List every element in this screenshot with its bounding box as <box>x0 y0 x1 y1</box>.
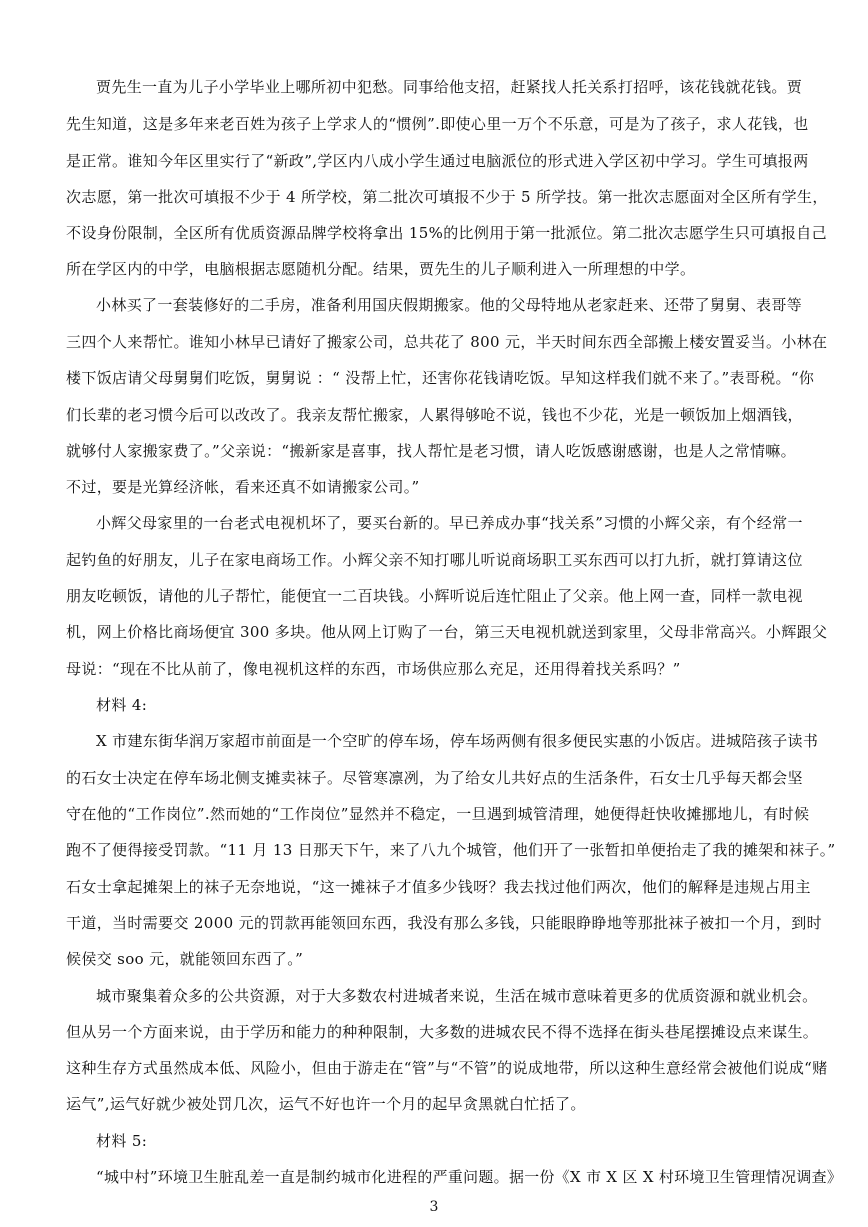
text-line: 候侯交 soo 元，就能领回东西了。” <box>66 950 304 968</box>
text-line: 石女士拿起摊架上的袜子无奈地说，“这一摊袜子才值多少钱呀？我去找过他们两次，他们的解释是违规占用主 <box>66 878 811 896</box>
text-line: 母说：“现在不比从前了，像电视机这样的东西，市场供应那么充足，还用得着找关系吗？” <box>66 660 681 678</box>
text-line: 们长辈的老习惯今后可以改改了。我亲友帮忙搬家，人累得够呛不说，钱也不少花，光是一顿饭加上烟酒钱， <box>66 406 803 424</box>
text-line: 运气”,运气好就少被处罚几次，运气不好也许一个月的起早贪黑就白忙括了。 <box>66 1095 586 1113</box>
text-line: 朋友吃顿饭，请他的儿子帮忙，能便宜一二百块钱。小辉听说后连忙阻止了父亲。他上网一查，同样一款电视 <box>66 587 803 605</box>
text-line: 先生知道，这是多年来老百姓为孩子上学求人的“惯例”.即使心里一万个不乐意，可是为了孩子，求人花钱，也 <box>66 115 809 133</box>
section-heading: 材料 4: <box>96 696 148 714</box>
text-line: 不设身份限制，全区所有优质资源品牌学校将拿出 15%的比例用于第一批派位。第二批次志愿学生只可填报自己 <box>66 224 827 242</box>
text-line: 跑不了便得接受罚款。“11 月 13 日那天下午，来了八九个城管，他们开了一张暂扣单便抬走了我的摊架和袜子。” <box>66 841 836 859</box>
text-line: X 市建东街华润万家超市前面是一个空旷的停车场，停车场两侧有很多便民实惠的小饭店。进城陪孩子读书 <box>96 732 819 750</box>
text-line: 城市聚集着众多的公共资源，对于大多数农村进城者来说，生活在城市意味着更多的优质资源和就业机会。 <box>96 987 818 1005</box>
page-number: 3 <box>429 1199 439 1215</box>
text-line: 的石女士决定在停车场北侧支摊卖袜子。尽管寒凛冽，为了给女儿共好点的生活条件，石女士几乎每天都会坚 <box>66 769 803 787</box>
text-line: 机，网上价格比商场便宜 300 多块。他从网上订购了一台，第三天电视机就送到家里，父母非常高兴。小辉跟父 <box>66 623 828 641</box>
text-line: 小辉父母家里的一台老式电视机坏了，要买台新的。早已养成办事“找关系”习惯的小辉父亲，有个经常一 <box>96 514 803 532</box>
text-line: “城中村”环境卫生脏乱差一直是制约城市化进程的严重问题。据一份《X 市 X 区 X 村环境卫生管理情况调查》 <box>96 1168 843 1186</box>
text-line: 所在学区内的中学，电脑根据志愿随机分配。结果，贾先生的儿子顺利进入一所理想的中学。 <box>66 260 696 278</box>
text-line: 贾先生一直为儿子小学毕业上哪所初中犯愁。同事给他支招，赶紧找人托关系打招呼，该花钱就花钱。贾 <box>96 78 803 96</box>
text-line: 就够付人家搬家费了。”父亲说：“搬新家是喜事，找人帮忙是老习惯，请人吃饭感谢感谢，也是人之常情嘛。 <box>66 442 796 460</box>
section-heading: 材料 5: <box>96 1132 148 1150</box>
text-line: 三四个人来帮忙。谁知小林早已请好了搬家公司，总共花了 800 元，半天时间东西全部搬上楼安置妥当。小林在 <box>66 333 828 351</box>
text-line: 但从另一个方面来说，由于学历和能力的种种限制，大多数的进城农民不得不选择在街头巷尾摆摊设点来谋生。 <box>66 1023 819 1041</box>
text-line: 是正常。谁知今年区里实行了“新政”,学区内八成小学生通过电脑派位的形式进入学区初中学习。学生可填报两 <box>66 152 809 170</box>
text-line: 起钓鱼的好朋友，儿子在家电商场工作。小辉父亲不知打哪儿听说商场职工买东西可以打九折，就打算请这位 <box>66 551 803 569</box>
text-line: 次志愿，第一批次可填报不少于 4 所学校，第二批次可填报不少于 5 所学技。第一批次志愿面对全区所有学生， <box>66 188 828 206</box>
text-line: 不过，要是光算经济帐，看来还真不如请搬家公司。” <box>66 478 420 496</box>
text-line: 这种生存方式虽然成本低、风险小，但由于游走在“管”与“不管”的说成地带，所以这种生意经常会被他们说成“赌 <box>66 1059 828 1077</box>
text-line: 小林买了一套装修好的二手房，准备利用国庆假期搬家。他的父母特地从老家赶来、还带了舅舅、表哥等 <box>96 296 803 314</box>
text-line: 守在他的“工作岗位”.然而她的“工作岗位”显然并不稳定，一旦遇到城管清理，她便得赶快收摊挪地儿，有时候 <box>66 805 810 823</box>
text-line: 干道，当时需要交 2000 元的罚款再能领回东西，我没有那么多钱，只能眼睁睁地等那批袜子被扣一个月，到时 <box>66 914 822 932</box>
text-line: 楼下饭店请父母舅舅们吃饭，舅舅说 ：“ 没帮上忙，还害你花钱请吃饭。早知这样我们就不来了。”表哥税。“你 <box>66 369 815 387</box>
